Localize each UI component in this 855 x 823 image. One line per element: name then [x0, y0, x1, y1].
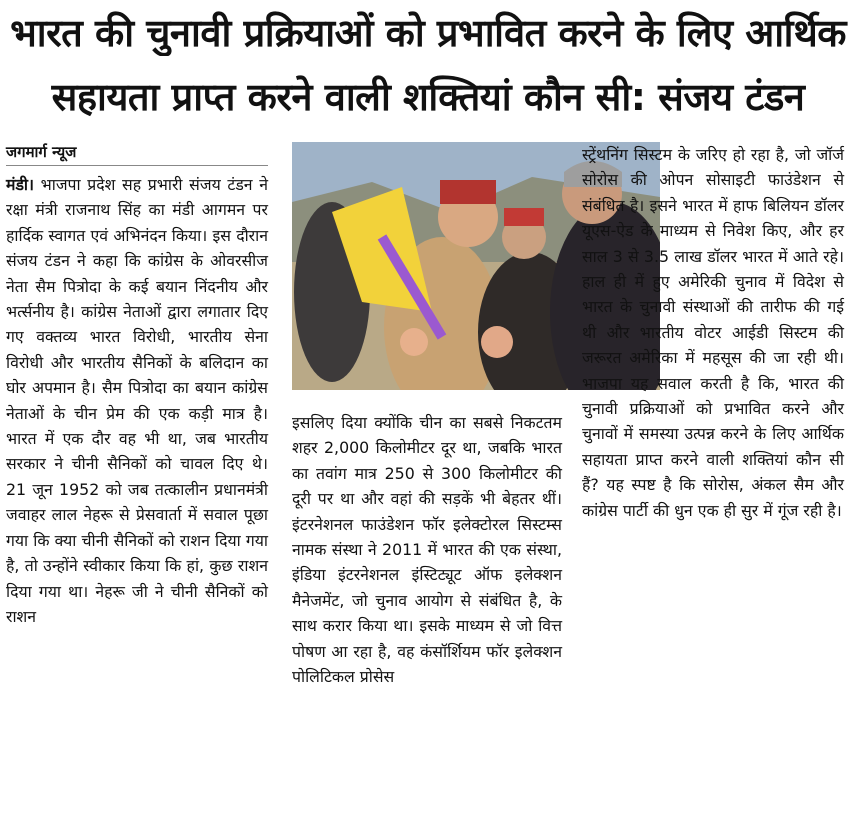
article-column-2 [292, 410, 562, 689]
article-column-3 [582, 142, 844, 523]
column-3-text: स्ट्रेंथनिंग सिस्टम के जरिए हो रहा है, जो जॉर्ज सोरोस की ओपन सोसाइटी फाउंडेशन से संबंधित है। इसने भारत में हाफ बिलियन डॉलर यूएस-ऐड के माध्यम से निवेश किए, और हर साल 3 से 3.5 लाख डॉलर भारत में आते रहे। हाल ही में हुए अमेरिकी चुनाव में विदेश से भारत के चुनावी संस्थाओं की तारीफ की गई थी और भारतीय वोटर आईडी सिस्टम की जरूरत अमेरिका में महसूस की जा रही थी। भाजपा यह सवाल करती है कि, भारत की चुनावी प्रक्रियाओं को प्रभावित करने और चुनावों में समस्या उत्पन्न करने के लिए आर्थिक सहायता प्राप्त करने वाली शक्तियां कौन सी हैं? यह स्पष्ट है कि सोरोस, अंकल सैम और कांग्रेस पार्टी की धुन एक ही सुर में गूंज रही है। [582, 145, 844, 520]
headline-line-1: भारत की चुनावी प्रक्रियाओं को प्रभावित करने के लिए आर्थिक [10, 11, 846, 55]
article-column-1 [6, 142, 268, 629]
column-1-paragraph [6, 172, 268, 629]
byline: जगमार्ग न्यूज [6, 142, 268, 166]
headline-line-2: सहायता प्राप्त करने वाली शक्तियां कौन सी: संजय टंडन [51, 75, 805, 119]
column-1-text: भाजपा प्रदेश सह प्रभारी संजय टंडन ने रक्षा मंत्री राजनाथ सिंह का मंडी आगमन पर हार्दिक स्वागत एवं अभिनंदन किया। इस दौरान संजय टंडन ने कहा कि कांग्रेस के ओवरसीज नेता सैम पित्रोदा के कई बयान निंदनीय और भर्त्सनीय है। कांग्रेस नेताओं द्वारा लगातार दिए गए वक्तव्य भारत विरोधी, भारतीय सेना विरोधी और भारतीय सैनिकों के बलिदान का घोर अपमान है। सैम पित्रोदा का बयान कांग्रेस नेताओं के चीन प्रेम की एक कड़ी मात्र है। भारत में एक दौर वह भी था, जब भारतीय सरकार ने चीनी सैनिकों को चावल दिए थे। 21 जून 1952 को जब तत्कालीन प्रधानमंत्री जवाहर लाल नेहरू से प्रेसवार्ता में सवाल पूछा गया कि क्या चीनी सैनिकों को राशन दिया गया है, तो उन्होंने स्वीकार किया कि हां, कुछ राशन दिया गया था। नेहरू जी ने चीनी सैनिकों को राशन [6, 175, 268, 626]
dateline: मंडी। [6, 175, 34, 194]
column-2-text: इसलिए दिया क्योंकि चीन का सबसे निकटतम शहर 2,000 किलोमीटर दूर था, जबकि भारत का तवांग मात्र 250 से 300 किलोमीटर की दूरी पर था और वहां की सड़कें भी बेहतर थीं। इंटरनेशनल फाउंडेशन फॉर इलेक्टोरल सिस्टम्स नामक संस्था ने 2011 में भारत की एक संस्था, इंडिया इंटरनेशनल इंस्टिट्यूट ऑफ इलेक्शन मैनेजमेंट, जो चुनाव आयोग से संबंधित है, के साथ करार किया था। इसके माध्यम से जो वित्त पोषण आ रहा है, वह कंसॉर्शियम फॉर इलेक्शन पोलिटिकल प्रोसेस [292, 413, 562, 687]
